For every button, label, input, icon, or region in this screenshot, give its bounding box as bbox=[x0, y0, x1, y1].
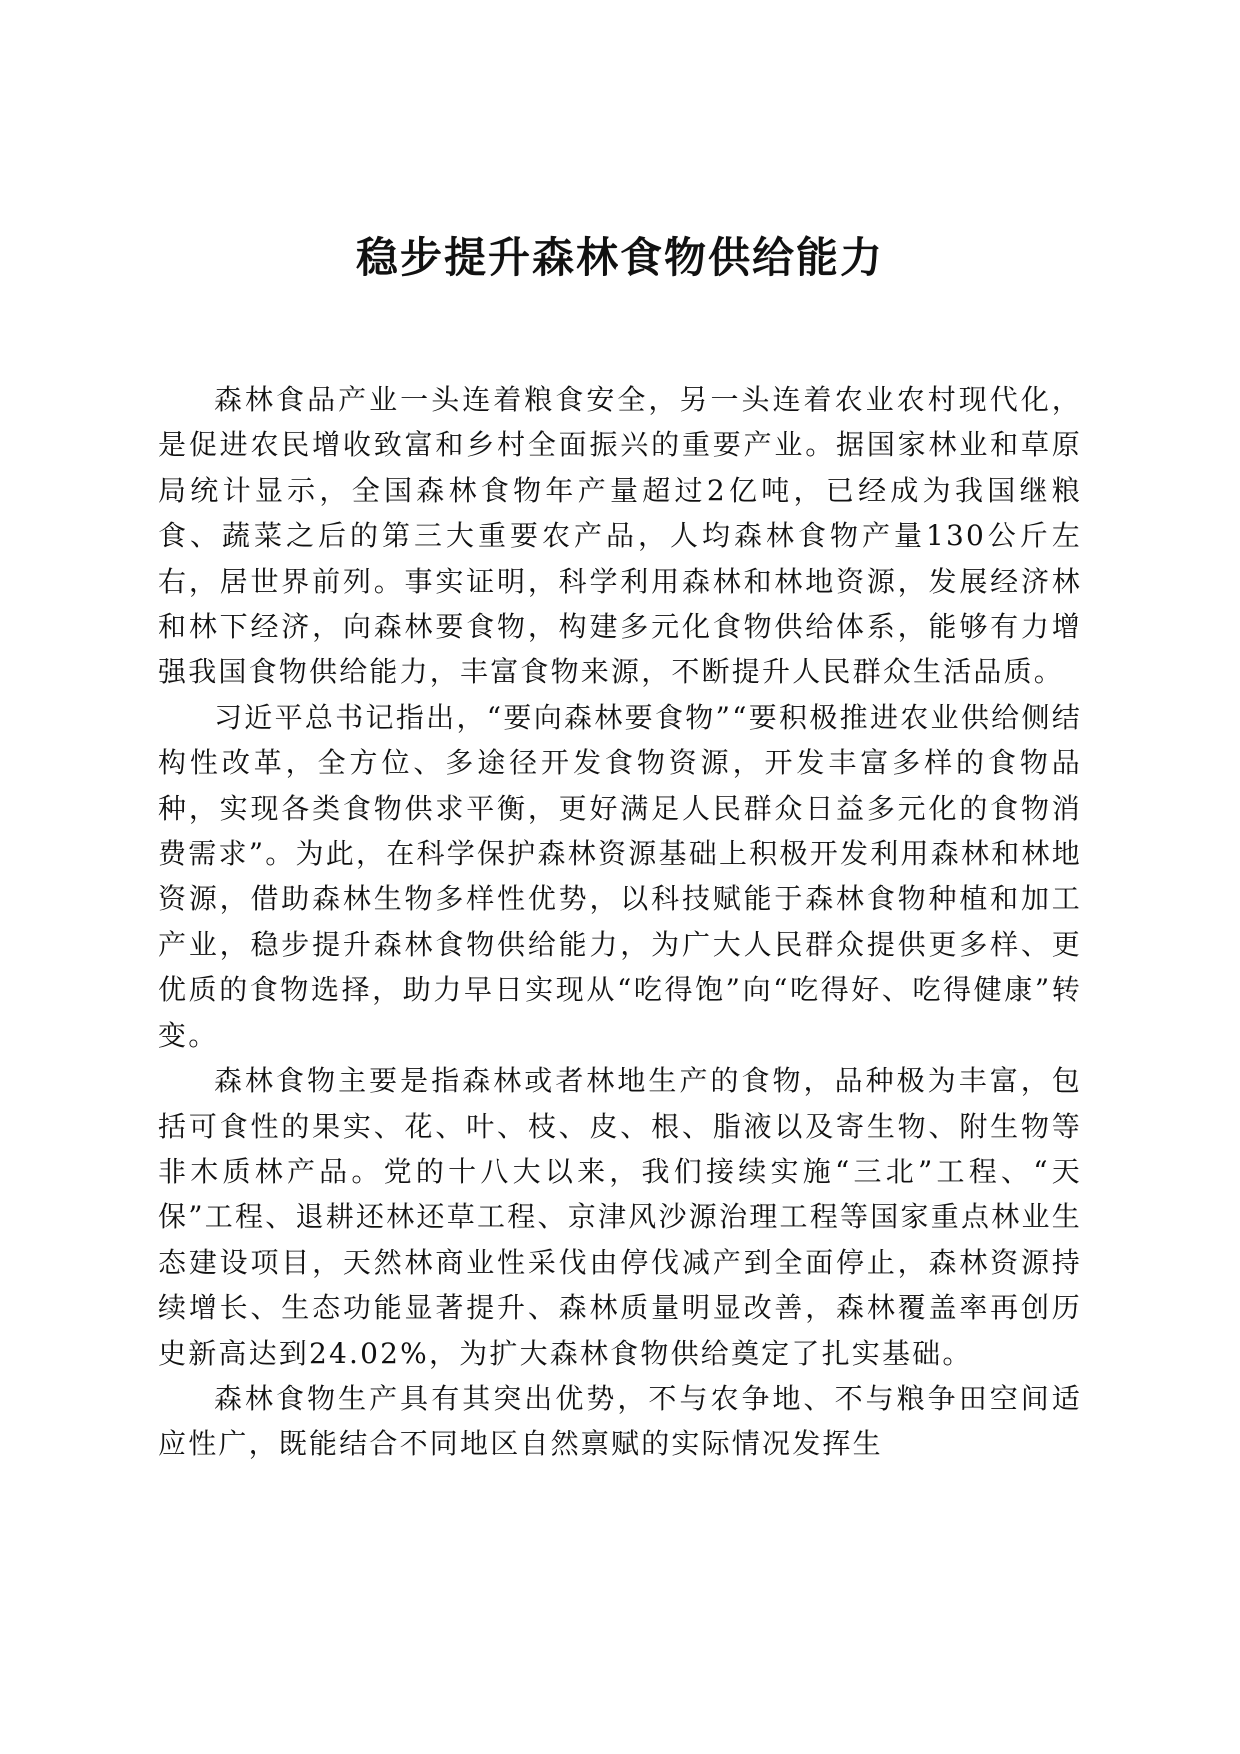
paragraph-2: 习近平总书记指出，“要向森林要食物”“要积极推进农业供给侧结构性改革，全方位、多途径开发食物资源，开发丰富多样的食物品种，实现各类食物供求平衡，更好满足人民群众日益多元化的食物消费需求”。为此，在科学保护森林资源基础上积极开发利用森林和林地资源，借助森林生物多样性优势，以科技赋能于森林食物种植和加工产业，稳步提升森林食物供给能力，为广大人民群众提供更多样、更优质的食物选择，助力早日实现从“吃得饱”向“吃得好、吃得健康”转变。 bbox=[158, 700, 1082, 1052]
paragraph-3: 森林食物主要是指森林或者林地生产的食物，品种极为丰富，包括可食性的果实、花、叶、枝、皮、根、脂液以及寄生物、附生物等非木质林产品。党的十八大以来，我们接续实施“三北”工程、“天保”工程、退耕还林还草工程、京津风沙源治理工程等国家重点林业生态建设项目，天然林商业性采伐由停伐减产到全面停止，森林资源持续增长、生态功能显著提升、森林质量明显改善，森林覆盖率再创历史新高达到24.02%，为扩大森林食物供给奠定了扎实基础。 bbox=[158, 1064, 1082, 1370]
document-title: 稳步提升森林食物供给能力 bbox=[355, 233, 884, 282]
document-body bbox=[158, 377, 1082, 1467]
paragraph-1: 森林食品产业一头连着粮食安全，另一头连着农业农村现代化，是促进农民增收致富和乡村全面振兴的重要产业。据国家林业和草原局统计显示，全国森林食物年产量超过2亿吨，已经成为我国继粮食、蔬菜之后的第三大重要农产品，人均森林食物产量130公斤左右，居世界前列。事实证明，科学利用森林和林地资源，发展经济林和林下经济，向森林要食物，构建多元化食物供给体系，能够有力增强我国食物供给能力，丰富食物来源，不断提升人民群众生活品质。 bbox=[158, 383, 1082, 689]
paragraph-4: 森林食物生产具有其突出优势，不与农争地、不与粮争田空间适应性广，既能结合不同地区自然禀赋的实际情况发挥生 bbox=[158, 1381, 1082, 1461]
